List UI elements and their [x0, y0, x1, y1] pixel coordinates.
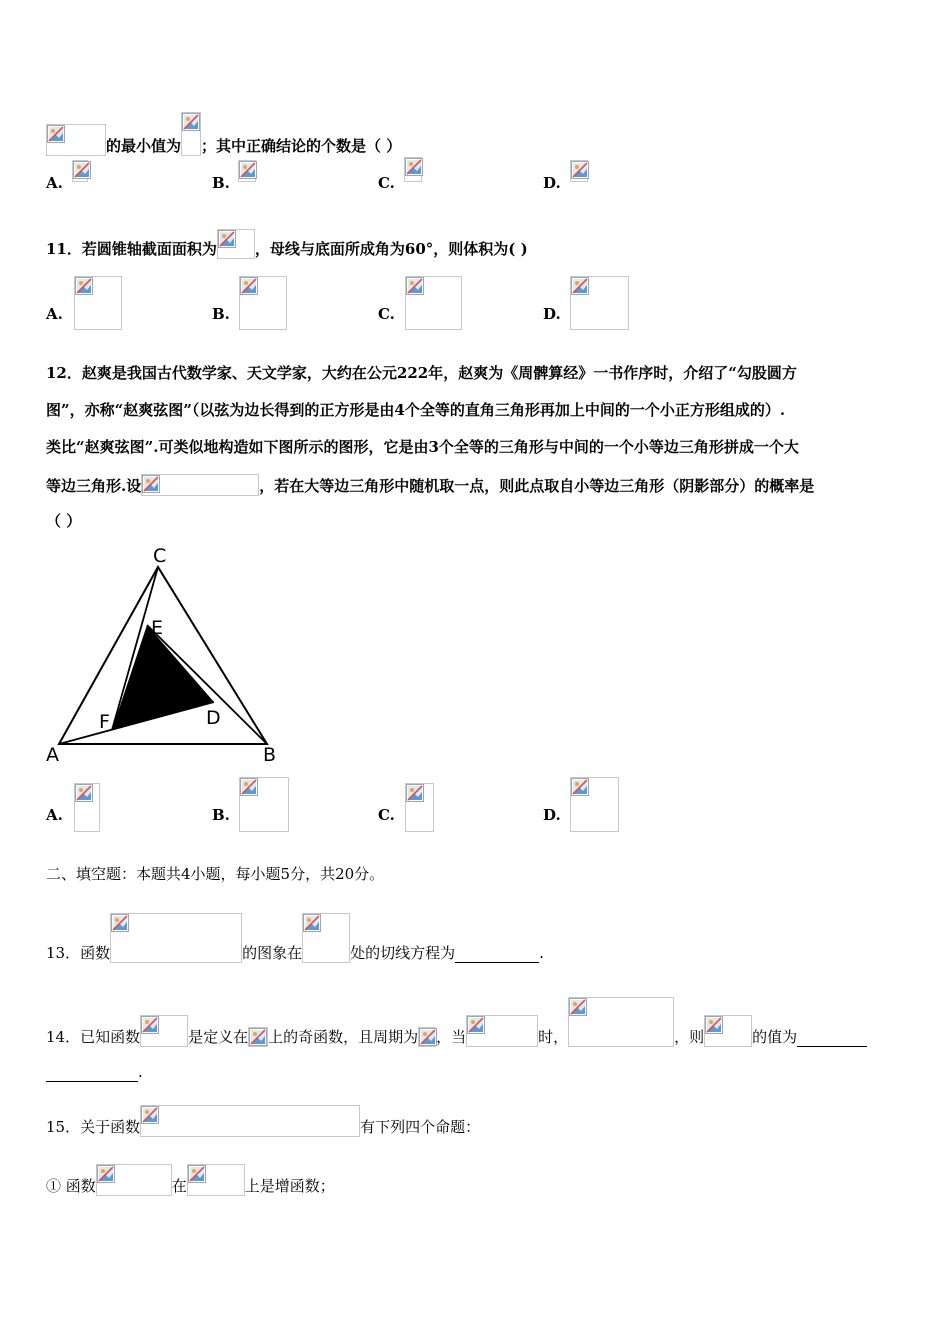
q13-text-3: 处的切线方程为 [350, 944, 456, 962]
q12-line-5: （ ） [46, 512, 82, 530]
label-f: F [99, 711, 110, 733]
q14-stem [46, 997, 867, 1047]
q14-text-6: ，则 [674, 1028, 705, 1046]
option-c: C. [378, 305, 395, 323]
broken-image-icon [72, 160, 88, 182]
q15-item-1-text-2: 在 [171, 1177, 187, 1195]
q13-text-1: 13．函数 [46, 944, 111, 962]
option-a: A. [46, 305, 63, 323]
q12-line-2: 图”，亦称“赵爽弦图”（以弦为边长得到的正方形是由4个全等的直角三角形再加上中间的一个小正方形组成的）. [46, 401, 786, 419]
broken-image-icon [404, 157, 422, 182]
broken-image-icon [248, 1027, 268, 1047]
broken-image-icon [570, 276, 629, 330]
label-a: A [46, 744, 59, 766]
q14-answer-line [46, 1062, 143, 1082]
q14-text-5: 时， [538, 1028, 569, 1046]
option-b: B. [212, 305, 230, 323]
q15-item-1 [46, 1164, 335, 1196]
broken-image-icon [570, 777, 619, 832]
broken-image-icon [217, 229, 255, 259]
broken-image-icon [570, 160, 588, 182]
broken-image-icon [466, 1015, 538, 1047]
q13-text-4: . [539, 944, 544, 962]
broken-image-icon [239, 276, 287, 330]
q14-text-3: 上的奇函数，且周期为 [268, 1028, 419, 1046]
broken-image-icon [418, 1027, 436, 1047]
q12-text-4b: ，若在大等边三角形中随机取一点，则此点取自小等边三角形（阴影部分）的概率是 [259, 477, 815, 495]
q15-item-1-text-3: 上是增函数； [244, 1177, 335, 1195]
q12-line-1: 12．赵爽是我国古代数学家、天文学家，大约在公元222年，赵爽为《周髀算经》一书作序时，介绍了“勾股圆方 [46, 364, 797, 382]
option-b: B. [212, 806, 230, 824]
label-d: D [206, 707, 221, 729]
option-c: C. [378, 806, 395, 824]
broken-image-icon [140, 1015, 188, 1047]
q12-text-4a: 等边三角形.设 [46, 477, 142, 495]
option-d: D. [543, 305, 561, 323]
option-b: B. [212, 174, 230, 192]
broken-image-icon [568, 997, 674, 1047]
broken-image-icon [46, 124, 106, 156]
option-d: D. [543, 174, 561, 192]
q14-text-8: . [138, 1063, 143, 1081]
q15-item-1-text-1: ① 函数 [46, 1177, 96, 1195]
label-e: E [151, 617, 164, 639]
broken-image-icon [239, 777, 289, 832]
option-a: A. [46, 174, 63, 192]
option-d: D. [543, 806, 561, 824]
q11-text-2: ，母线与底面所成角为60°，则体积为( ) [254, 240, 528, 258]
q14-text-1: 14．已知函数 [46, 1028, 141, 1046]
q10-text-2: ；其中正确结论的个数是（ ） [201, 137, 402, 155]
section-heading: 二、填空题：本题共4小题，每小题5分，共20分。 [46, 865, 385, 883]
broken-image-icon [74, 783, 100, 832]
triangle-figure [40, 540, 290, 770]
broken-image-icon [140, 1105, 360, 1137]
q12-line-4 [46, 474, 814, 496]
q15-stem [46, 1105, 480, 1137]
q14-text-2: 是定义在 [188, 1028, 249, 1046]
broken-image-icon [238, 160, 256, 182]
q14-text-4: ，当 [436, 1028, 467, 1046]
option-a: A. [46, 806, 63, 824]
broken-image-icon [302, 913, 350, 963]
broken-image-icon [405, 783, 434, 832]
q15-text-1: 15．关于函数 [46, 1118, 141, 1136]
broken-image-icon [704, 1015, 752, 1047]
answer-blank[interactable] [797, 1030, 867, 1047]
broken-image-icon [181, 112, 201, 156]
q11-text-1: 11．若圆锥轴截面面积为 [46, 240, 217, 258]
answer-blank[interactable] [46, 1065, 138, 1082]
q11-stem [46, 229, 528, 259]
broken-image-icon [141, 474, 259, 496]
label-c: C [153, 545, 167, 567]
q15-text-2: 有下列四个命题： [360, 1118, 481, 1136]
broken-image-icon [96, 1164, 172, 1196]
option-c: C. [378, 174, 395, 192]
q10-tail [46, 112, 401, 156]
q14-text-7: 的值为 [752, 1028, 798, 1046]
q10-text-1: 的最小值为 [106, 137, 182, 155]
broken-image-icon [110, 913, 242, 963]
q12-line-3: 类比“赵爽弦图”.可类似地构造如下图所示的图形，它是由3个全等的三角形与中间的一个小等边三角形拼成一个大 [46, 438, 799, 456]
label-b: B [263, 744, 277, 766]
q13-text-2: 的图象在 [242, 944, 303, 962]
broken-image-icon [405, 276, 462, 330]
q13-stem [46, 913, 544, 963]
broken-image-icon [187, 1164, 245, 1196]
answer-blank[interactable] [455, 946, 539, 963]
broken-image-icon [74, 276, 122, 330]
